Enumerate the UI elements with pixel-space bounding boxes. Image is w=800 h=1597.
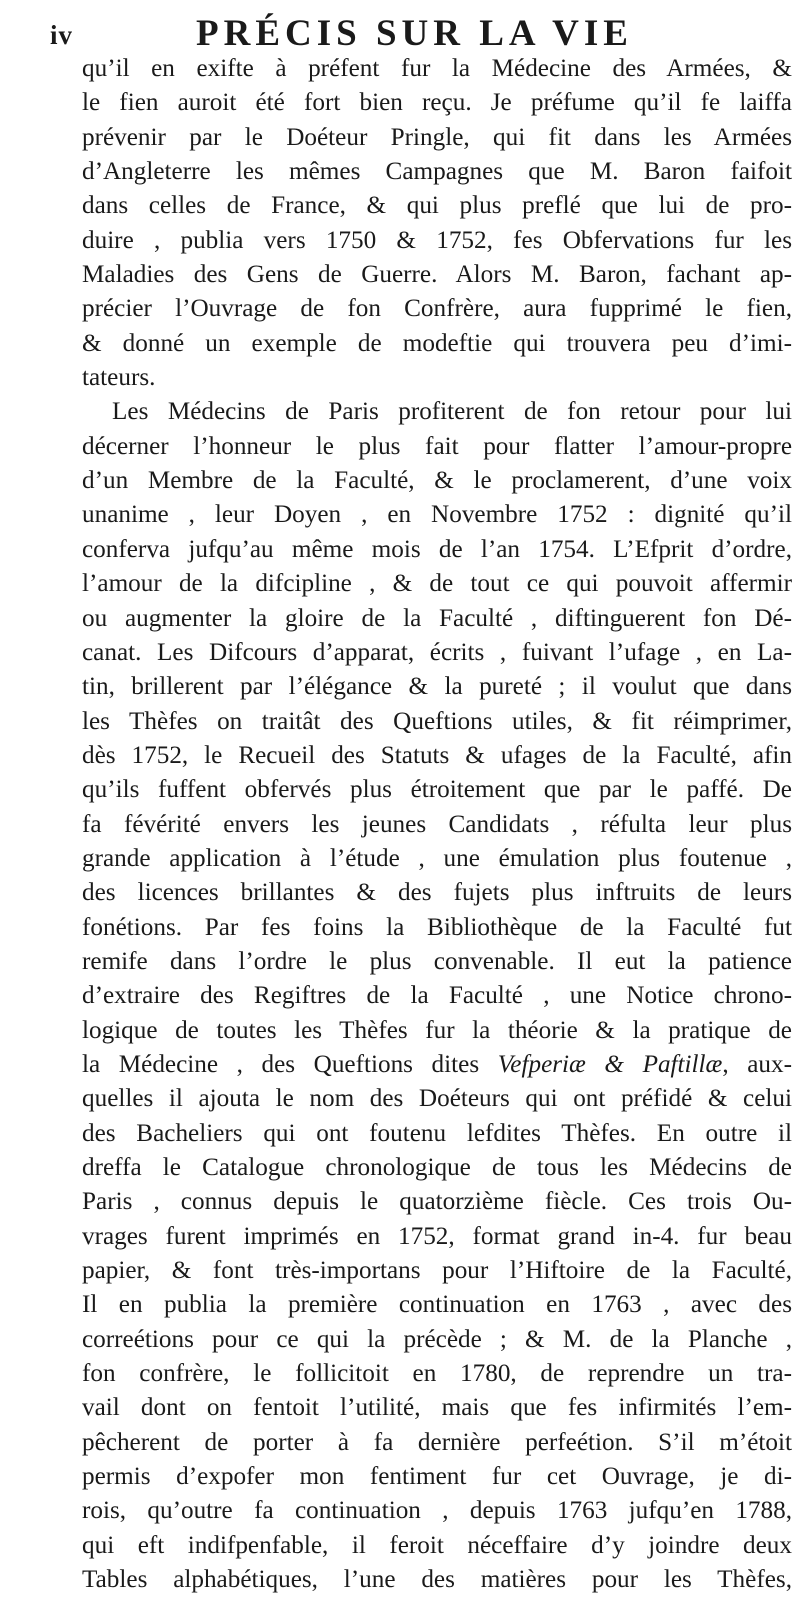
text-line: d’un Membre de la Faculté, & le proclamerent, d’une voix bbox=[82, 467, 792, 495]
text-line: Paris , connus depuis le quatorzième fiècle. Ces trois Ou- bbox=[82, 1188, 792, 1216]
italic-thesis-titles: Vefperiæ & Paftillæ bbox=[497, 1050, 723, 1078]
text-line: quelles il ajouta le nom des Doéteurs qui ont préfidé & celui bbox=[82, 1085, 792, 1113]
page-number: iv bbox=[50, 20, 74, 50]
text-line: vail dont on fentoit l’utilité, mais que fes infirmités l’em- bbox=[82, 1394, 792, 1422]
running-title: PRÉCIS SUR LA VIE bbox=[196, 13, 633, 54]
page-header bbox=[36, 0, 788, 54]
text-line: tateurs. bbox=[82, 364, 156, 392]
text-line: dreffa le Catalogue chronologique de tous les Médecins de bbox=[82, 1154, 792, 1181]
text-line: fonétions. Par fes foins la Bibliothèque de la Faculté fut bbox=[82, 913, 792, 941]
text-line: d’Angleterre les mêmes Campagnes que M. Baron faifoit bbox=[82, 158, 792, 186]
text-line: qui eft indifpenfable, il feroit néceffaire d’y joindre deux bbox=[82, 1531, 792, 1559]
text-line: qu’il en exifte à préfent fur la Médecine des Armées, & bbox=[82, 55, 792, 82]
text-line: duire , publia vers 1750 & 1752, fes Obfervations fur les bbox=[82, 226, 792, 254]
text-line: décerner l’honneur le plus fait pour flatter l’amour-propre bbox=[82, 432, 792, 460]
text-line: dès 1752, le Recueil des Statuts & ufages de la Faculté, afin bbox=[82, 741, 792, 769]
text-line: permis d’expofer mon fentiment fur cet Ouvrage, je di- bbox=[82, 1463, 792, 1491]
text-line: remife dans l’ordre le plus convenable. Il eut la patience bbox=[82, 947, 792, 975]
text-line: fa févérité envers les jeunes Candidats , réfulta leur plus bbox=[82, 810, 792, 838]
text-line: grande application à l’étude , une émulation plus foutenue , bbox=[82, 844, 792, 872]
text-line: unanime , leur Doyen , en Novembre 1752 : dignité qu’il bbox=[82, 501, 792, 529]
text-line: Tables alphabétiques, l’une des matières pour les Thèfes, bbox=[82, 1566, 792, 1594]
text-line: Maladies des Gens de Guerre. Alors M. Baron, fachant ap- bbox=[82, 261, 792, 289]
paragraph-start-line: Les Médecins de Paris profiterent de fon retour pour lui bbox=[112, 398, 792, 426]
text-line: qu’ils fuffent obfervés plus étroitement que par le paffé. De bbox=[82, 776, 792, 804]
book-page bbox=[36, 0, 792, 1594]
text-line: des Bacheliers qui ont foutenu lefdites Thèfes. En outre il bbox=[82, 1119, 792, 1147]
text-line: les Thèfes on traitât des Queftions utiles, & fit réimprimer, bbox=[82, 707, 792, 735]
text-line: logique de toutes les Thèfes fur la théorie & la pratique de bbox=[82, 1016, 792, 1044]
text-line: Il en publia la première continuation en 1763 , avec des bbox=[82, 1291, 792, 1319]
text-line: correétions pour ce qui la précède ; & M. de la Planche , bbox=[82, 1325, 792, 1353]
text-line: papier, & font très-importans pour l’Hiftoire de la Faculté, bbox=[82, 1257, 792, 1285]
text-line: & donné un exemple de modeftie qui trouvera peu d’imi- bbox=[82, 329, 792, 357]
text-line: d’extraire des Regiftres de la Faculté , une Notice chrono- bbox=[82, 982, 792, 1010]
text-line: le fien auroit été fort bien reçu. Je préfume qu’il fe laiffa bbox=[82, 89, 792, 117]
text-segment: la Médecine , des Queftions dites bbox=[82, 1050, 498, 1078]
text-line: l’amour de la difcipline , & de tout ce qui pouvoit affermir bbox=[82, 570, 792, 598]
body-text bbox=[82, 52, 792, 1597]
text-line: tin, brillerent par l’élégance & la pureté ; il voulut que dans bbox=[82, 673, 792, 701]
text-line: des licences brillantes & des fujets plus inftruits de leurs bbox=[82, 879, 792, 907]
text-line: rois, qu’outre fa continuation , depuis 1763 jufqu’en 1788, bbox=[82, 1497, 792, 1525]
text-line: canat. Les Difcours d’apparat, écrits , fuivant l’ufage , en La- bbox=[82, 638, 792, 666]
text-line: vrages furent imprimés en 1752, format grand in-4. fur beau bbox=[82, 1222, 792, 1250]
text-line: pêcherent de porter à fa dernière perfeétion. S’il m’étoit bbox=[82, 1428, 792, 1456]
text-line: précier l’Ouvrage de fon Confrère, aura fupprimé le fien, bbox=[82, 295, 792, 323]
text-segment: , aux- bbox=[722, 1050, 792, 1078]
text-line: dans celles de France, & qui plus preflé que lui de pro- bbox=[82, 192, 792, 220]
text-line-with-italic bbox=[82, 1048, 792, 1082]
text-line: ou augmenter la gloire de la Faculté , diftinguerent fon Dé- bbox=[82, 604, 792, 632]
text-line: fon confrère, le follicitoit en 1780, de reprendre un tra- bbox=[82, 1360, 792, 1388]
text-line: prévenir par le Doéteur Pringle, qui fit dans les Armées bbox=[82, 123, 792, 151]
text-line: conferva jufqu’au même mois de l’an 1754. L’Efprit d’ordre, bbox=[82, 535, 792, 563]
